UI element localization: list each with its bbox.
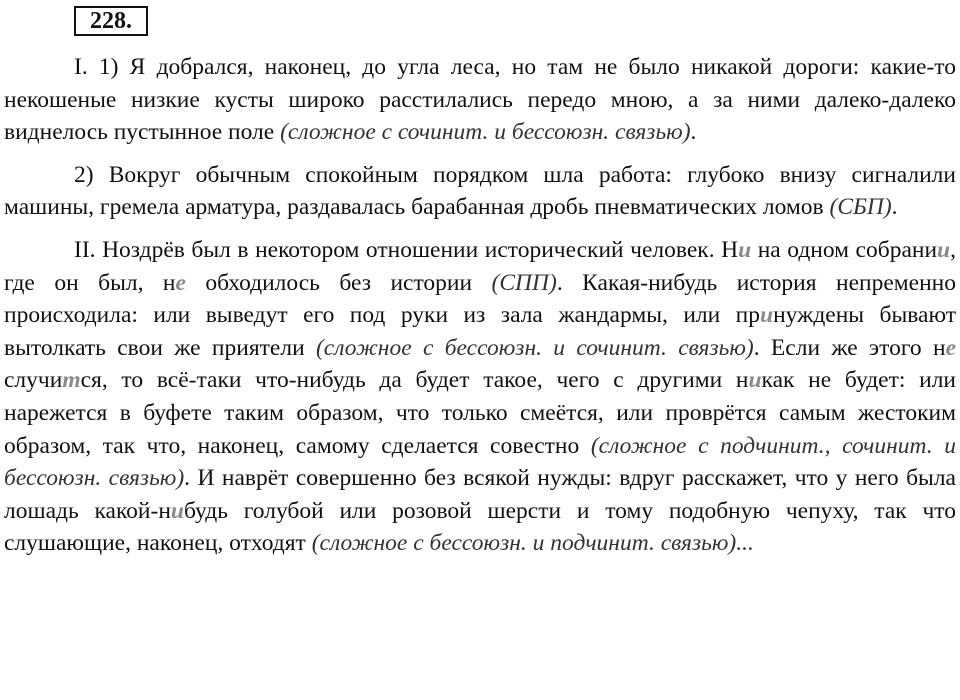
sentence-2-end: . [891,194,898,221]
text-segment: . И наврёт совершенно без всякой нужды: вдруг расскажет, что у него была лошадь какой-н [4,465,956,524]
paragraph-2 [4,159,956,224]
text-segment: , где он был, н [4,236,956,296]
text-segment: . Если же этого н [753,334,946,361]
sentence-2-note: (СБП) [829,194,892,221]
syntax-note: (СПП) [491,269,557,296]
sentence-1-note: (сложное с сочинит. и бессоюзн. связью) [280,119,691,146]
highlighted-letter: и [759,302,774,329]
sentence-2-text: 2) Вокруг обычным спокойным порядком шла работа: глубоко внизу сигналили машины, гремела арматура, раздавалась барабанная дробь пневматических ломов [4,161,956,221]
sentence-1-text: I. 1) Я добрался, наконец, до угла леса, но там не было никакой дороги: какие-то некошеные низкие кусты широко расстилались передо мною, а за ними далеко-далеко виднелось пустынное поле [4,54,956,146]
text-segment: . Какая-нибудь история непременно происходила: или выведут его под руки из зала жандармы, или пр [4,269,956,329]
highlighted-letter: т [62,367,81,394]
text-segment: II. Ноздрёв был в некотором отношении исторический человек. Н [74,236,739,263]
text-segment: будь голубой или розовой шерсти и тому подобную чепуху, так что слушающие, наконец, отходят [4,497,956,557]
text-segment: обходилось без истории [185,269,492,296]
highlighted-letter: и [748,367,762,394]
highlighted-letter: и [170,497,184,524]
highlighted-letter: и [738,236,752,263]
text-segment: случи [4,367,63,394]
text-segment: на одном собрани [751,236,938,263]
syntax-note: (сложное с бессоюзн. и сочинит. связью) [315,334,754,361]
paragraph-3 [4,234,956,560]
textbook-page [4,0,956,700]
text-segment: как не будет: или нарежется в буфете таким образом, что только смеётся, или проврётся самым жестоким образом, так что, наконец, самому сделается совестно [4,367,956,459]
highlighted-letter: е [175,269,186,296]
text-segment: нуждены бывают вытолкать свои же приятели [4,302,956,361]
sentence-1-end: . [690,119,697,146]
syntax-note: (сложное с бессоюзн. и подчинит. связью)... [311,530,754,557]
paragraph-1 [4,51,956,149]
text-segment: ся, то всё-таки что-нибудь да будет такое, чего с другими н [80,367,749,394]
highlighted-letter: и [937,236,951,263]
syntax-note: (сложное с подчинит., сочинит. и бессоюзн. связью) [4,432,956,492]
highlighted-letter: е [945,334,956,361]
exercise-number: 228. [74,6,148,36]
exercise-text [4,51,956,560]
